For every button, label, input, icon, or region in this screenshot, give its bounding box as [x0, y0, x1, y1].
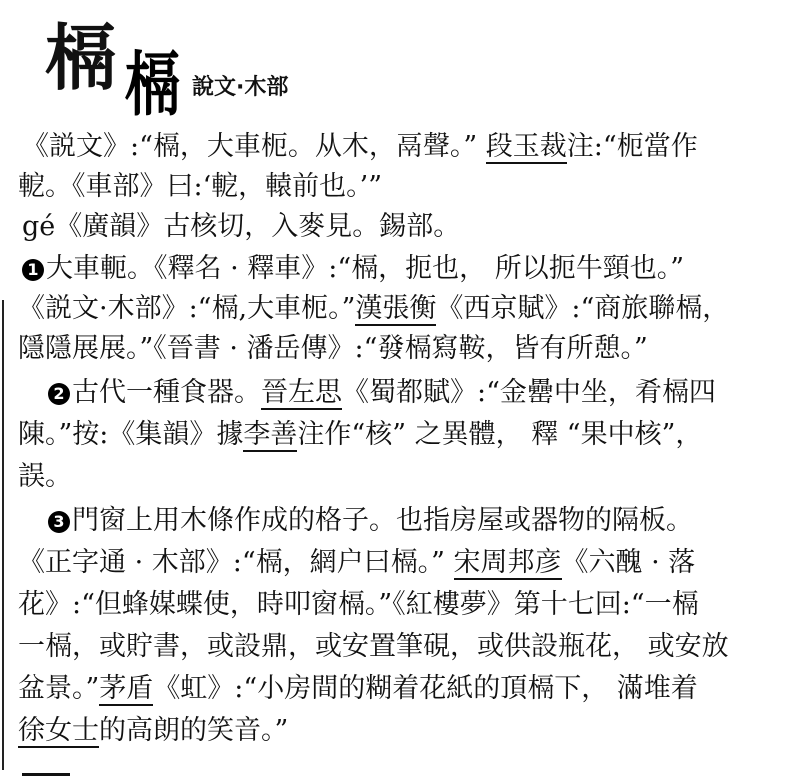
text-line: 誤。 — [18, 461, 72, 492]
text-line: 花》:“但蜂媒蝶使，時叩窗槅。”《紅樓夢》第十七回:“一槅 — [18, 589, 699, 620]
left-margin-rule — [2, 300, 4, 770]
source-reference: 說文·木部 — [192, 75, 289, 100]
person-name: 李善 — [243, 419, 298, 450]
person-name: 左思 — [288, 377, 342, 408]
seal-script-glyph: 槅 — [124, 44, 180, 126]
sense-3-line: 3 門窗上用木條作成的格子。也指房屋或器物的隔板。 — [48, 504, 693, 538]
person-name: 張衡 — [382, 293, 437, 324]
text-line: 盆景。”茅盾《虹》:“小房間的糊着花紙的頂槅下， 滿堆着 — [18, 673, 698, 704]
text-line: 一槅，或貯書，或設鼎，或安置筆硯，或供設瓶花， 或安放 — [18, 631, 729, 662]
person-name: 段玉裁 — [485, 131, 567, 162]
text-line: 《説文·木部》:“槅,大車枙。”漢張衡《西京賦》:“商旅聯槅， — [18, 293, 730, 324]
sense-number-badge: 1 — [22, 259, 44, 281]
person-name: 周邦彦 — [480, 547, 562, 578]
person-name: 徐女士 — [18, 715, 99, 746]
sense-number-badge: 3 — [48, 511, 70, 533]
text-line: 軶。《車部》曰:‘軶，轅前也。’” — [18, 171, 383, 202]
text-line: 徐女士的高朗的笑音。” — [18, 715, 289, 746]
dynasty-name: 漢 — [355, 293, 383, 324]
sense-1-line: 1 大車軛。《釋名 · 釋車》:“槅，扼也， 所以扼牛頸也。” — [22, 252, 684, 286]
text-line: 《説文》:“槅，大車枙。从木，鬲聲。” 段玉裁注:“枙當作 — [22, 131, 698, 162]
pronunciation-line: gé《廣韻》古核切，入麥見。錫部。 — [22, 211, 461, 242]
text-line: 隱隱展展。”《晉書 · 潘岳傳》:“發槅寫鞍，皆有所憩。” — [18, 333, 648, 364]
dynasty-name: 晉 — [261, 377, 288, 408]
person-name: 茅盾 — [99, 673, 154, 704]
text-line: 陳。”按:《集韻》據李善注作“核” 之異體， 釋 “果中核”， — [18, 419, 703, 450]
sense-number-badge: 2 — [48, 383, 70, 405]
sense-2-line: 2 古代一種食器。晉左思《蜀都賦》:“金罍中坐，肴槅四 — [48, 376, 716, 410]
dynasty-name: 宋 — [453, 547, 481, 578]
headword: 槅 — [44, 15, 117, 100]
text-line: 《正字通 · 木部》:“槅，網户曰槅。” 宋周邦彦《六醜 · 落 — [18, 547, 696, 578]
clipped-bottom-fragment — [22, 770, 82, 778]
